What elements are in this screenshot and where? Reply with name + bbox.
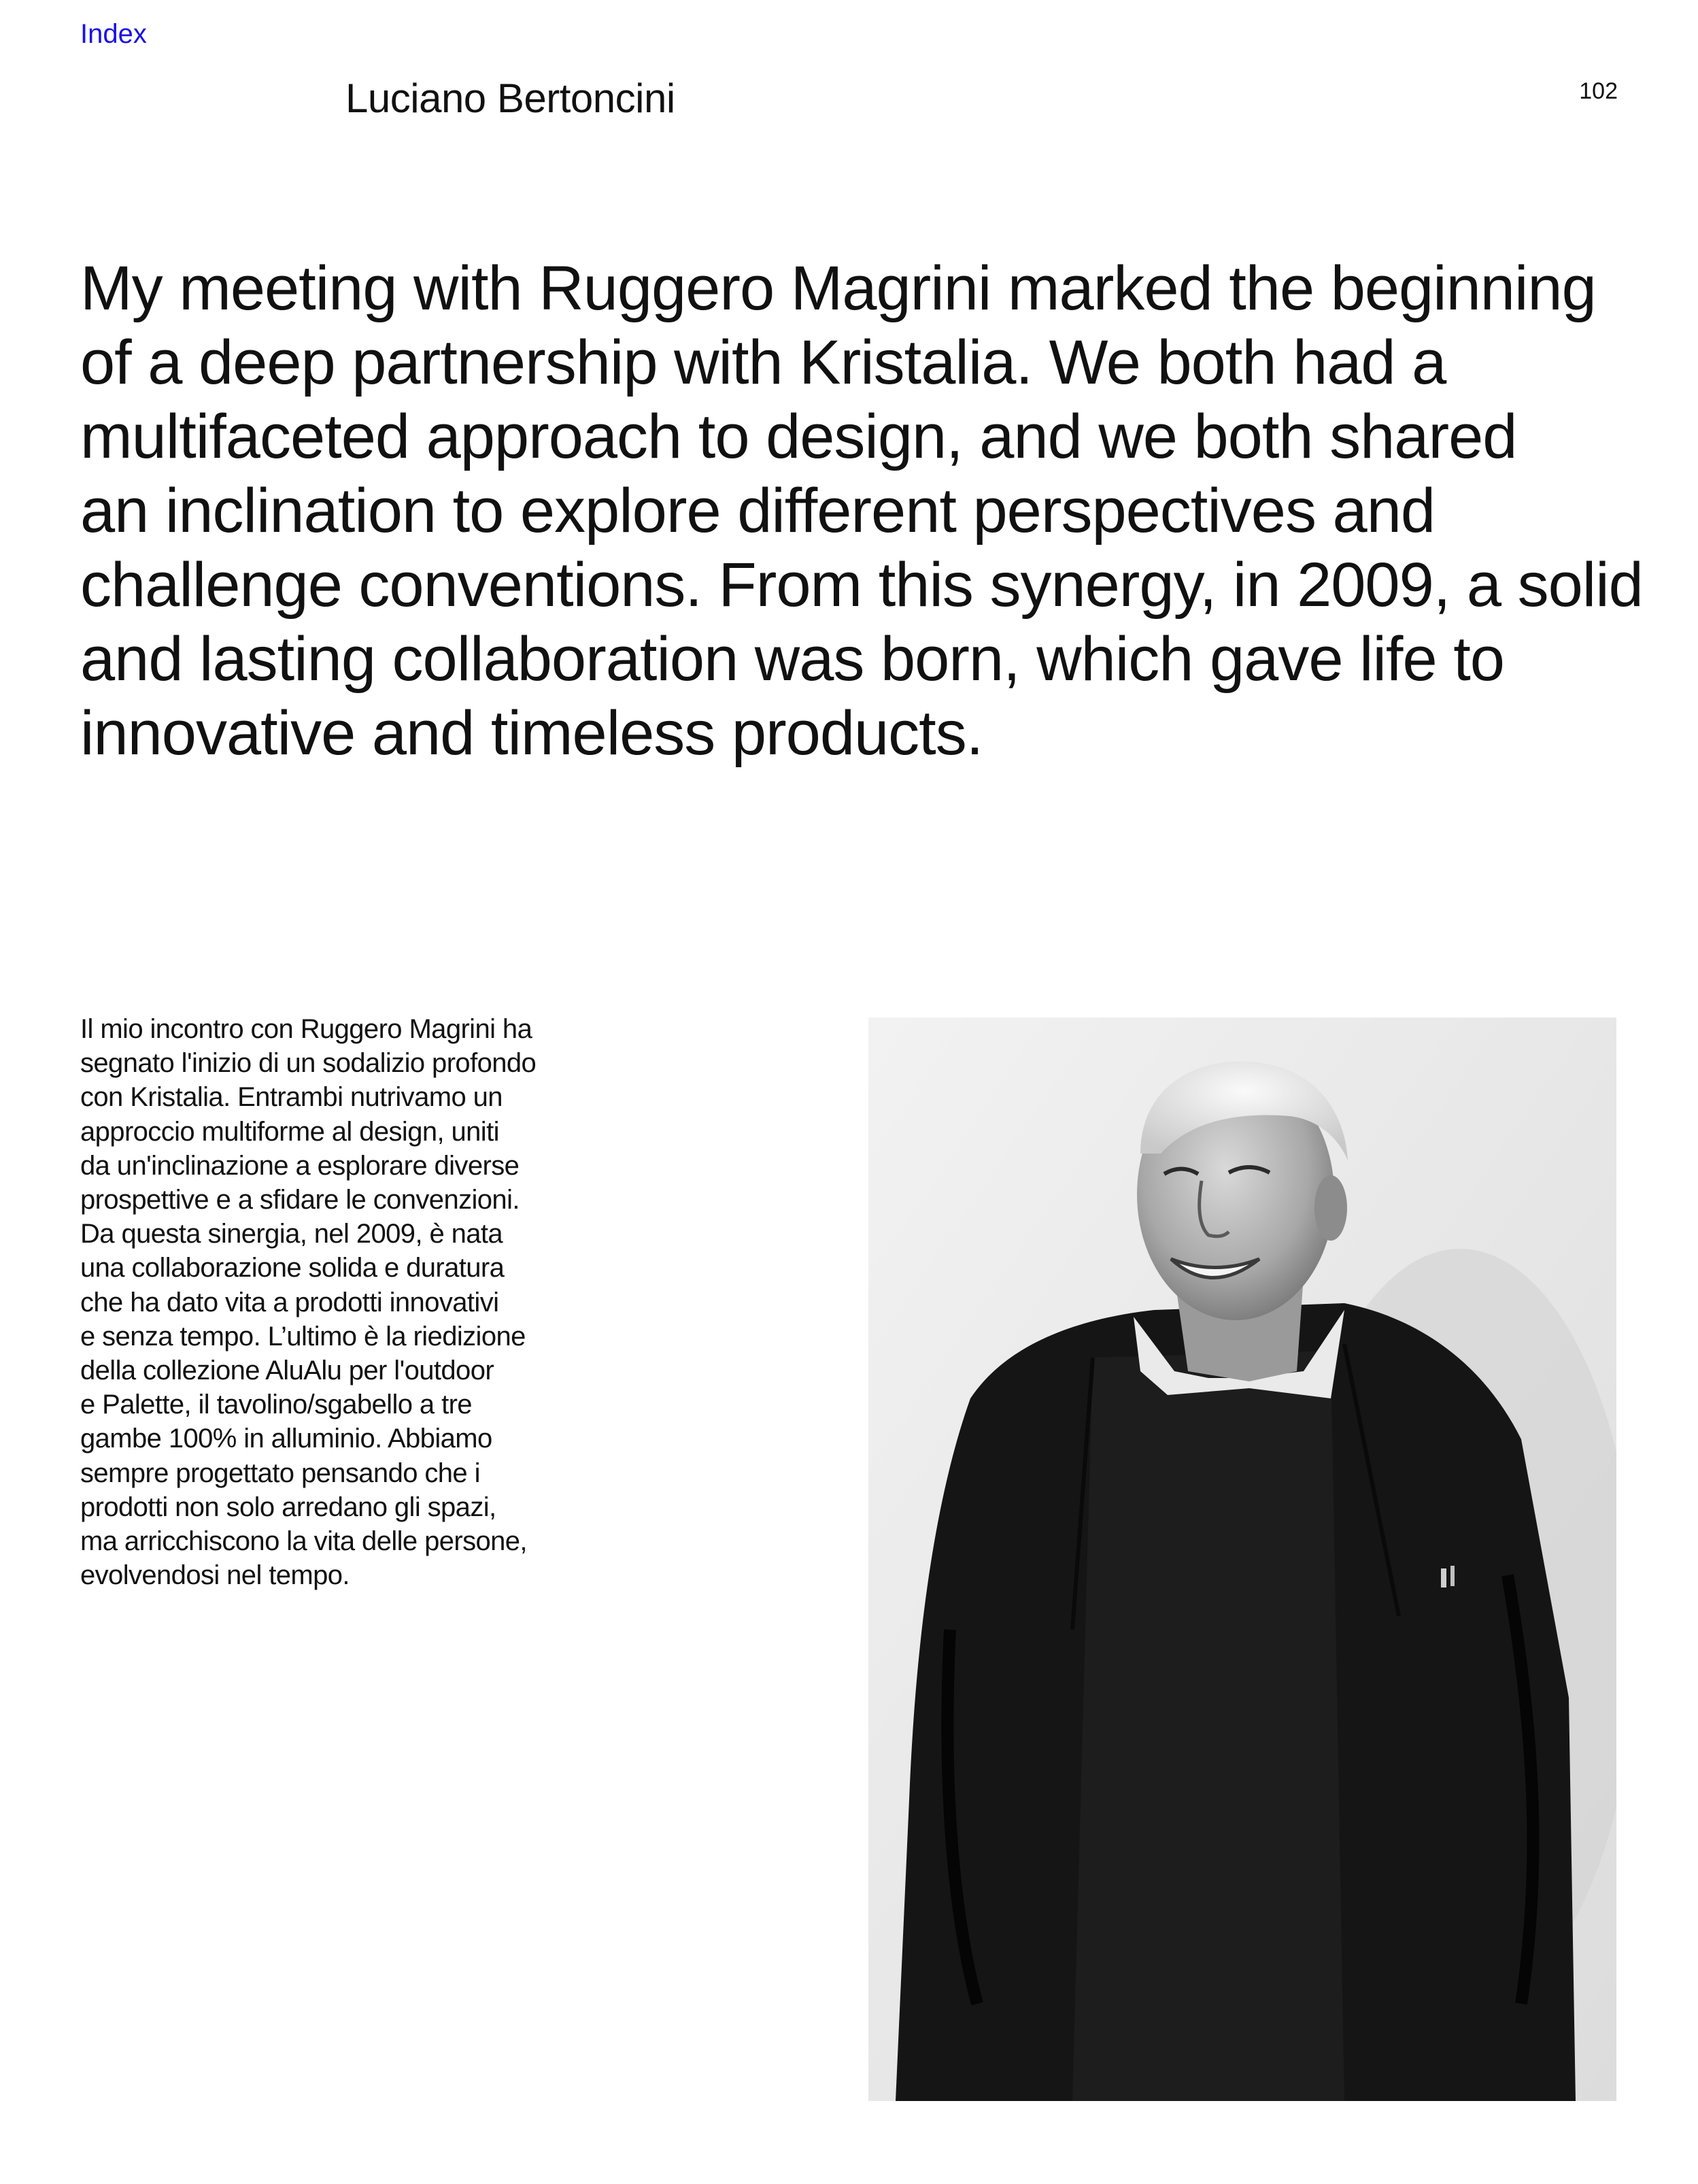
pull-quote-line: and lasting collaboration was born, which gave life to	[80, 624, 1504, 694]
body-text-line: con Kristalia. Entrambi nutrivamo un	[80, 1082, 503, 1113]
body-text-line: prodotti non solo arredano gli spazi,	[80, 1492, 496, 1522]
body-text-line: che ha dato vita a prodotti innovativi	[80, 1287, 499, 1317]
sweater-shape	[1072, 1351, 1344, 2101]
portrait-photo	[868, 1018, 1616, 2101]
pull-quote-line: My meeting with Ruggero Magrini marked the beginning	[80, 254, 1596, 323]
pocket-pen	[1441, 1568, 1446, 1587]
body-text-line: e senza tempo. L’ultimo è la riedizione	[80, 1321, 526, 1351]
pull-quote-line: of a deep partnership with Kristalia. We both had a	[80, 328, 1446, 397]
body-text-line: evolvendosi nel tempo.	[80, 1560, 350, 1591]
body-text-line: una collaborazione solida e duratura	[80, 1253, 505, 1283]
pocket-pen	[1450, 1566, 1455, 1586]
body-text-line: e Palette, il tavolino/sgabello a tre	[80, 1390, 472, 1420]
pull-quote-line: multifaceted approach to design, and we both shared	[80, 402, 1517, 471]
body-text-line: da un'inclinazione a esplorare diverse	[80, 1150, 520, 1181]
body-text-line: approccio multiforme al design, uniti	[80, 1116, 499, 1147]
pull-quote-line: an inclination to explore different perspectives and	[80, 476, 1436, 545]
body-text-line: della collezione AluAlu per l'outdoor	[80, 1356, 494, 1386]
pull-quote-line: innovative and timeless products.	[80, 699, 983, 768]
pull-quote	[80, 252, 1644, 771]
body-text-line: segnato l'inizio di un sodalizio profondo	[80, 1048, 537, 1079]
body-text-line: Da questa sinergia, nel 2009, è nata	[80, 1219, 503, 1249]
italian-body-text	[80, 1012, 624, 1592]
pull-quote-line: challenge conventions. From this synergy, in 2009, a solid	[80, 550, 1643, 620]
body-text-line: Il mio incontro con Ruggero Magrini ha	[80, 1014, 532, 1044]
body-text-line: sempre progettato pensando che i	[80, 1458, 480, 1488]
body-text-line: ma arricchiscono la vita delle persone,	[80, 1526, 527, 1557]
index-link[interactable]: Index	[80, 19, 147, 49]
ear-shape	[1314, 1175, 1347, 1241]
author-name: Luciano Bertoncini	[345, 75, 675, 121]
page-number: 102	[1579, 78, 1618, 104]
body-text-line: prospettive e a sfidare le convenzioni.	[80, 1185, 520, 1215]
body-text-line: gambe 100% in alluminio. Abbiamo	[80, 1424, 492, 1454]
